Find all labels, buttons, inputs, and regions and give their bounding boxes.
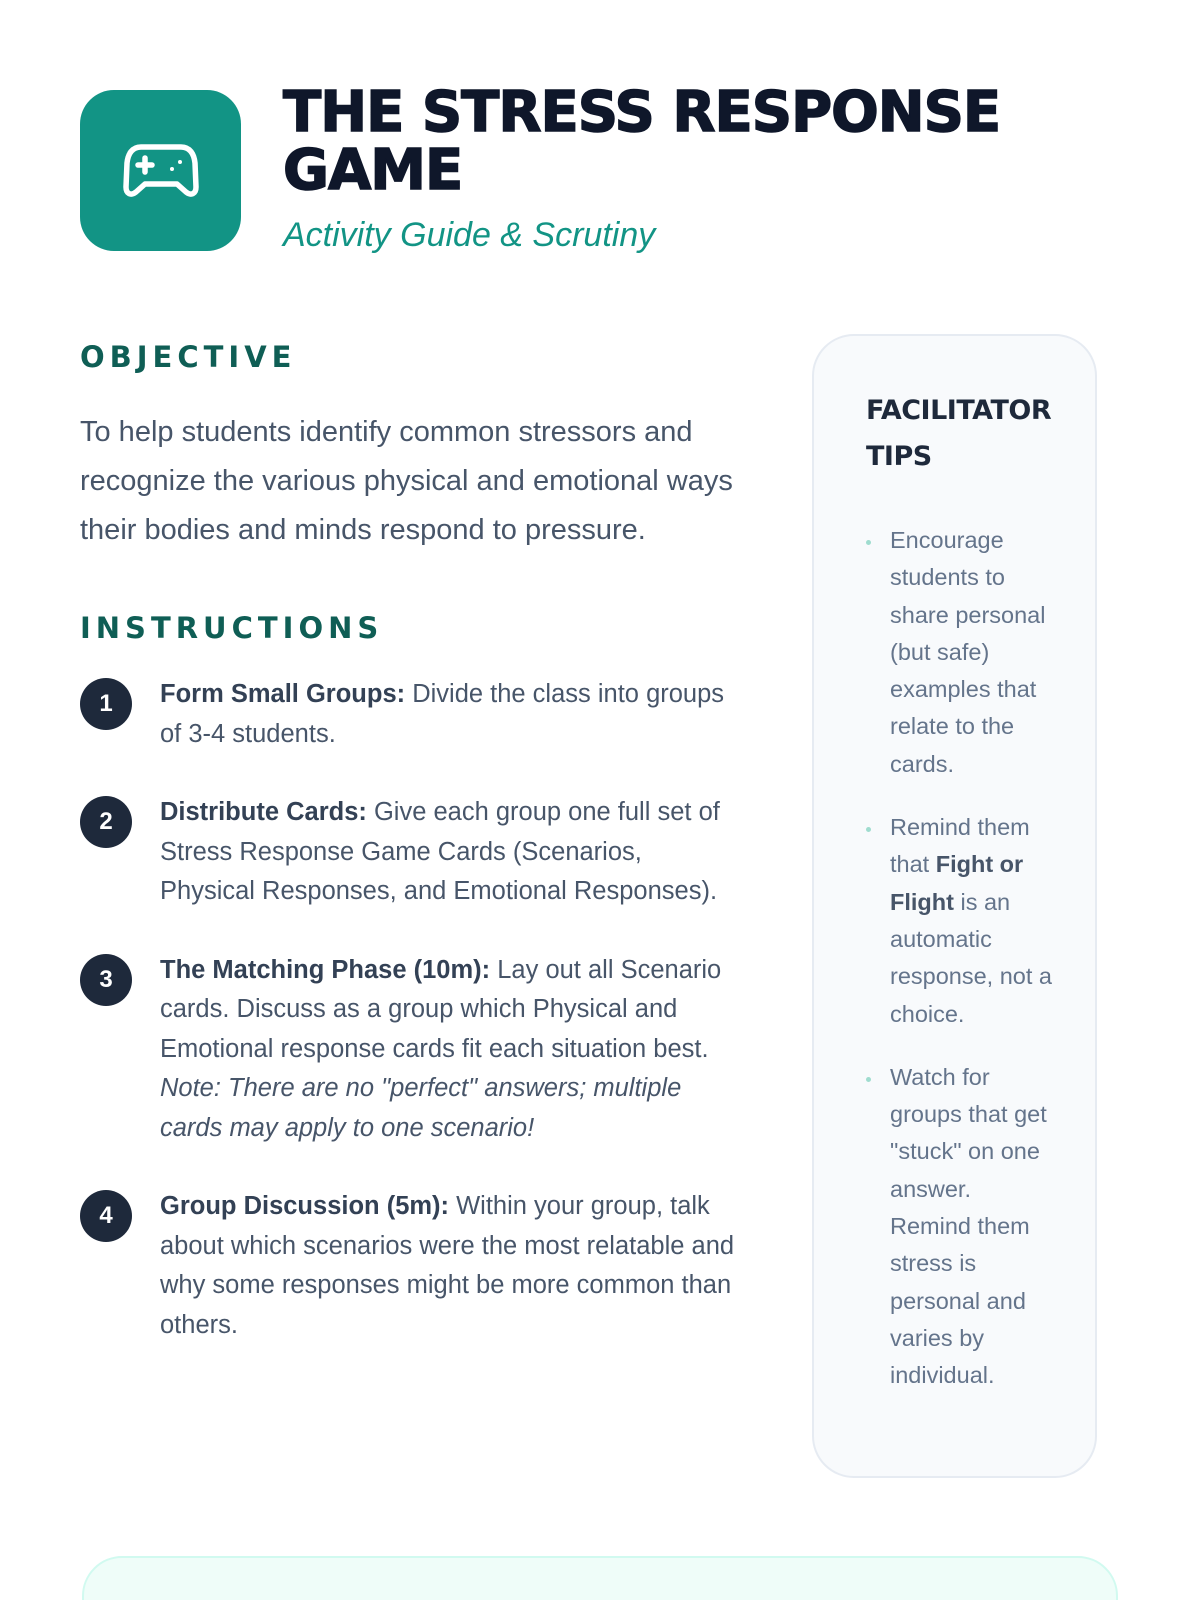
step-title: Form Small Groups: [160, 680, 406, 708]
facilitator-tips-panel [812, 334, 1097, 1478]
instructions-section [80, 611, 760, 1345]
step-title: Distribute Cards: [160, 798, 367, 826]
tip-text-part: is an automatic response, not a choice. [890, 888, 1052, 1027]
objective-heading: OBJECTIVE [80, 340, 297, 374]
tip-text [890, 809, 1055, 1033]
tip-text-part: Watch for groups that get "stuck" on one answer. Remind them stress is personal and varies by individual. [890, 1063, 1047, 1389]
step-title: Group Discussion (5m): [160, 1192, 450, 1220]
main-content [80, 340, 760, 1384]
tip-item [866, 1059, 1055, 1395]
bullet-icon [866, 827, 871, 832]
tip-text-part: Encourage students to share personal (but safe) examples that relate to the cards. [890, 527, 1046, 777]
step-text: Lay out all Scenario cards. Discuss as a group which Physical and Emotional response cards fit each situation best. [160, 955, 722, 1063]
step-number-badge: 2 [80, 796, 132, 848]
step-number-badge: 3 [80, 954, 132, 1006]
activity-logo [80, 90, 241, 251]
step-number-badge: 1 [80, 678, 132, 730]
instructions-list [80, 675, 760, 1345]
step-body [160, 1187, 740, 1345]
tip-emphasis: Fight or Flight [890, 851, 1024, 915]
step-text: Give each group one full set of Stress Response Game Cards (Scenarios, Physical Responses, and Emotional Responses). [160, 798, 720, 905]
page-header [80, 80, 1063, 255]
step-note: Note: There are no "perfect" answers; multiple cards may apply to one scenario! [160, 1074, 682, 1142]
tip-item [866, 809, 1055, 1033]
tips-heading: FACILITATOR TIPS [866, 395, 1052, 472]
bullet-icon [866, 540, 871, 545]
gamepad-icon [123, 141, 199, 201]
tips-list [866, 522, 1055, 1395]
step-text: Divide the class into groups of 3-4 students. [160, 680, 725, 748]
tip-item [866, 522, 1055, 783]
instruction-step [80, 1187, 760, 1345]
step-title: The Matching Phase (10m): [160, 955, 491, 984]
tip-text-part: Remind them that [890, 814, 1030, 878]
step-number-badge: 4 [80, 1190, 132, 1242]
objective-section [80, 340, 760, 555]
tip-text [890, 1059, 1055, 1395]
instruction-step [80, 951, 760, 1149]
footer-callout-box [82, 1556, 1118, 1600]
instruction-step [80, 793, 760, 912]
page-title: THE STRESS RESPONSE GAME [283, 80, 1001, 203]
instructions-heading: INSTRUCTIONS [80, 611, 384, 645]
instruction-step [80, 675, 760, 754]
step-body [160, 675, 740, 754]
tip-text [890, 522, 1055, 783]
page-subtitle: Activity Guide & Scrutiny [283, 216, 656, 254]
objective-text: To help students identify common stressors and recognize the various physical and emotional ways their bodies and minds respond to pressure. [80, 416, 733, 546]
bullet-icon [866, 1077, 871, 1082]
step-body [160, 793, 740, 912]
step-text: Within your group, talk about which scenarios were the most relatable and why some responses might be more common than others. [160, 1192, 735, 1339]
step-body [160, 951, 740, 1149]
